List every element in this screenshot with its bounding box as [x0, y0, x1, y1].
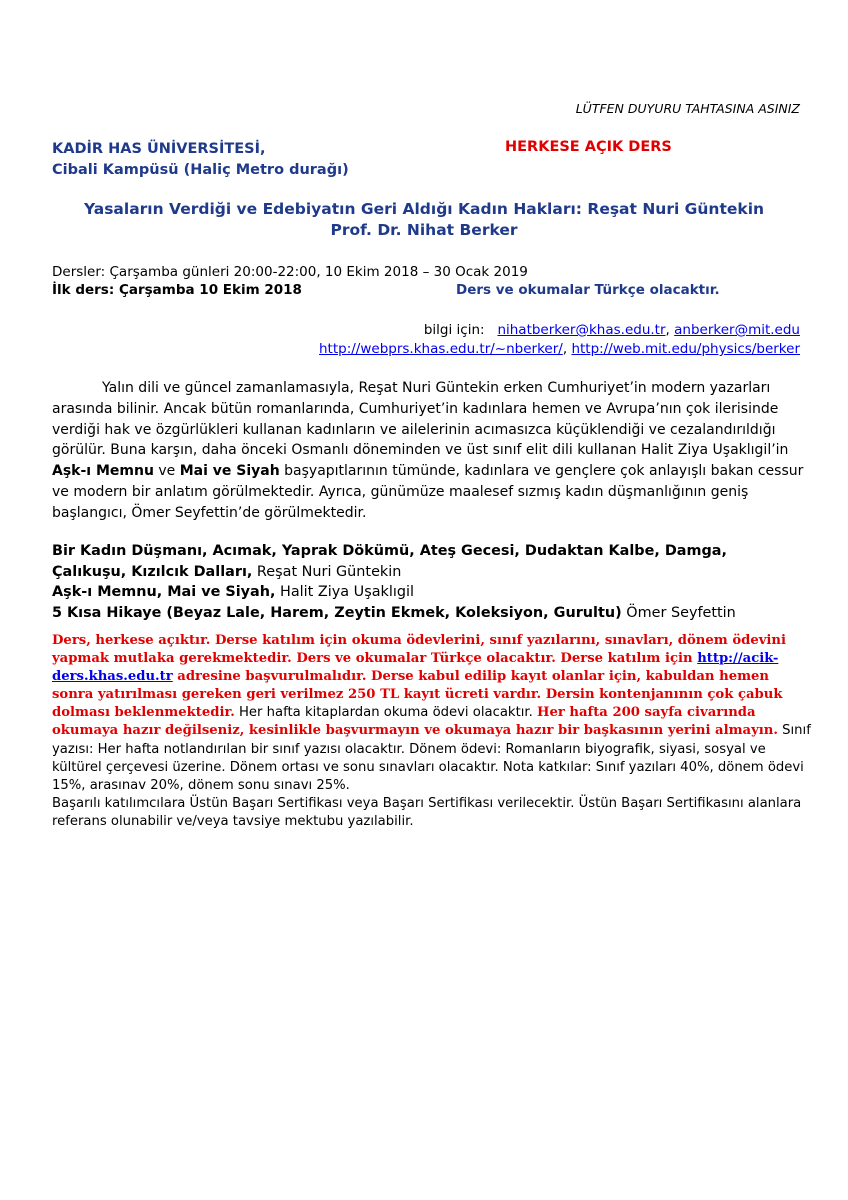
intro-text-2: ve [153, 463, 180, 480]
author-seyfettin: Ömer Seyfettin [621, 604, 736, 621]
books-guntekin-2: Çalıkuşu, Kızılcık Dalları, [52, 563, 253, 580]
schedule-text: Dersler: Çarşamba günleri 20:00-22:00, 10 Ekim 2018 – 30 Ocak 2019 [52, 264, 528, 280]
author-usakligil: Halit Ziya Uşaklıgil [275, 584, 414, 600]
rules-red-2: adresine başvurulmalıdır. Derse kabul edilip kayıt olanlar için, kabuldan hemen sonra yatırılması gereken geri verilmez 250 TL kayıt ücreti vardır. Dersin kontenjanının çok çabuk dolması beklenmektedir. [52, 669, 783, 721]
reading-list-line-3 [52, 582, 812, 603]
reading-list-line-1 [52, 541, 812, 562]
certificate-text: Başarılı katılımcılara Üstün Başarı Sertifikası veya Başarı Sertifikası verilecektir. Üstün Başarı Sertifikasını alanlara referans olunabilir ve/veya tavsiye mektubu yazılabilir. [52, 795, 802, 829]
first-class-text: İlk ders: Çarşamba 10 Ekim 2018 [52, 282, 302, 298]
language-note: Ders ve okumalar Türkçe olacaktır. [456, 282, 720, 298]
course-rules-paragraph [52, 632, 812, 831]
contact-urls: http://webprs.khas.edu.tr/~nberker/, http://web.mit.edu/physics/berker [319, 341, 800, 357]
intro-text-1: Yalın dili ve güncel zamanlamasıyla, Reşat Nuri Güntekin erken Cumhuriyet’in modern yazarları arasında bilinir. Ancak bütün romanlarında, Cumhuriyet’in kadınlara hemen ve Avrupa’nın çok ilerisinde verdiği hak ve özgürlükleri kullanan kadınların ve ailelerinin acımasızca küçüklendiği ve cezalandırıldığı görülür. Buna karşın, daha önceki Osmanlı döneminden ve üst sınıf elit dili kullanan Halit Ziya Uşaklıgil’in [52, 380, 789, 459]
books-seyfettin: 5 Kısa Hikaye (Beyaz Lale, Harem, Zeytin Ekmek, Koleksiyon, Gurultu) [52, 604, 622, 621]
board-notice: LÜTFEN DUYURU TAHTASINA ASINIZ [575, 101, 800, 116]
open-course-label: HERKESE AÇIK DERS [505, 139, 672, 155]
books-usakligil: Aşk-ı Memnu, Mai ve Siyah, [52, 584, 276, 600]
email-link-khas[interactable]: nihatberker@khas.edu.tr [497, 322, 666, 338]
rules-red-1: Ders, herkese açıktır. Derse katılım için okuma ödevlerini, sınıf yazılarını, sınavları, dönem ödevini yapmak mutlaka gerekmektedir. Ders ve okumalar Türkçe olacaktır. Derse katılım için [52, 633, 786, 667]
author-guntekin: Reşat Nuri Güntekin [252, 563, 402, 580]
url-link-mit[interactable]: http://web.mit.edu/physics/berker [571, 341, 800, 357]
rules-text-1: Her hafta kitaplardan okuma ödevi olacaktır. [234, 705, 538, 721]
reading-list [52, 541, 812, 623]
campus-name: Cibali Kampüsü (Haliç Metro durağı) [52, 162, 349, 178]
rules-red-3: Her hafta 200 sayfa civarında okumaya hazır değilseniz, kesinlikle başvurmayın ve okumaya hazır bir başkasının yerini almayın. [52, 705, 778, 739]
university-name: KADİR HAS ÜNİVERSİTESİ, [52, 141, 266, 157]
reading-list-line-4 [52, 603, 812, 624]
course-title: Yasaların Verdiği ve Edebiyatın Geri Aldığı Kadın Hakları: Reşat Nuri Güntekin [83, 200, 765, 218]
contact-label: bilgi için: [423, 322, 485, 338]
book-ask-i-memnu: Aşk-ı Memnu [52, 463, 154, 480]
intro-text-3: başyapıtlarının tümünde, kadınlara ve gençlere çok anlayışlı bakan cessur ve modern bir anlatım görülmektedir. Ayrıca, günümüze maalesef sızmış kadın düşmanlığının geniş başlangıcı, Ömer Seyfettin’de görülmektedir. [52, 463, 804, 521]
rules-text-2: Sınıf yazısı: Her hafta notlandırılan bir sınıf yazısı olacaktır. Dönem ödevi: Romanların biyografik, siyasi, sosyal ve kültürel çerçevesi üzerine. Dönem ortası ve sonu sınavları olacaktır. Nota katkılar: Sınıf yazıları 40%, dönem ödevi 15%, arasınav 20%, dönem sonu sınavı 25%. [52, 723, 811, 793]
application-link[interactable]: http://acik-ders.khas.edu.tr [52, 651, 779, 685]
reading-list-line-2 [52, 562, 812, 583]
intro-paragraph [52, 378, 804, 524]
contact-block [319, 321, 800, 359]
instructor-name: Prof. Dr. Nihat Berker [330, 221, 518, 239]
university-block [52, 139, 349, 181]
book-mai-ve-siyah: Mai ve Siyah [179, 463, 280, 480]
contact-separator: , [665, 322, 670, 338]
email-link-mit[interactable]: anberker@mit.edu [674, 322, 800, 338]
contact-emails [319, 321, 800, 340]
course-title-block [0, 199, 848, 241]
books-guntekin-1: Bir Kadın Düşmanı, Acımak, Yaprak Dökümü, Ateş Gecesi, Dudaktan Kalbe, Damga, [52, 543, 727, 559]
url-link-khas[interactable]: http://webprs.khas.edu.tr/~nberker/ [319, 341, 563, 357]
